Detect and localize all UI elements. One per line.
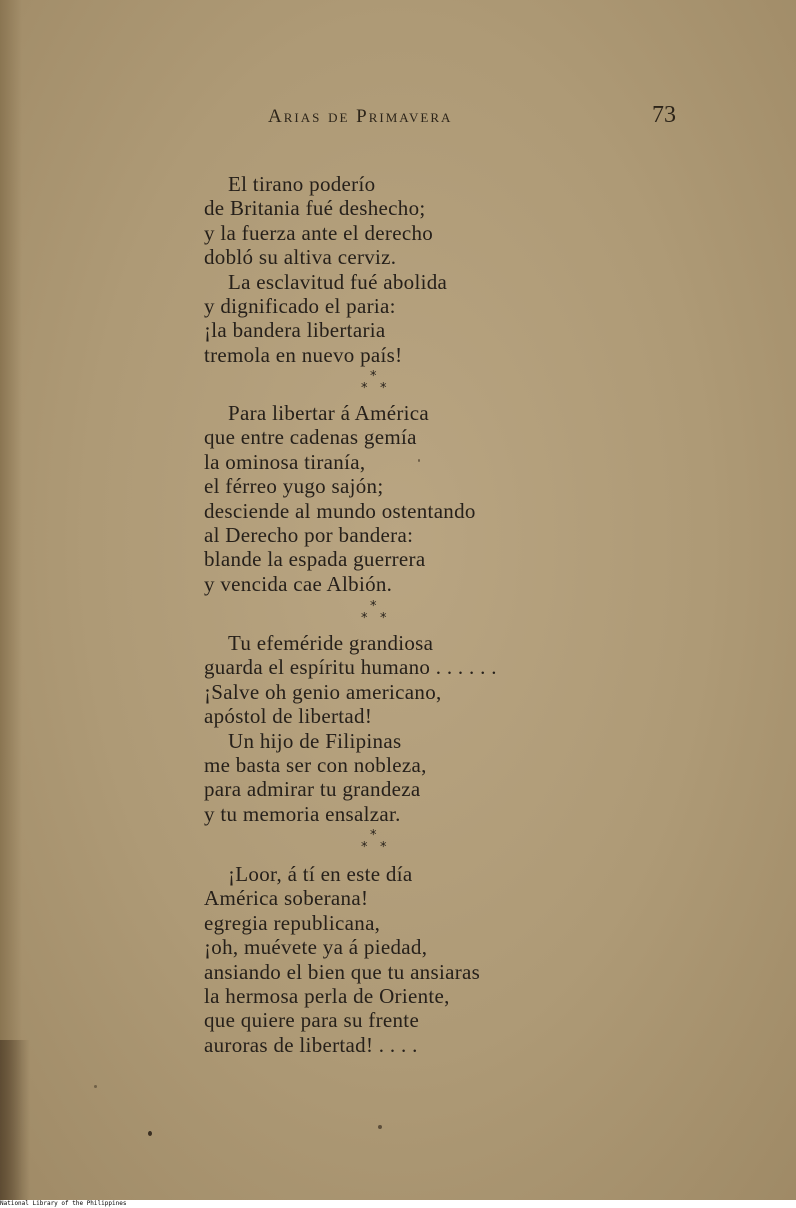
paper-speck [378,1125,382,1129]
verse-line: que entre cadenas gemía [204,425,417,450]
asterisk: * [361,611,368,626]
verse-line: y dignificado el paria: [204,293,396,318]
asterisk: * [380,840,387,855]
page-number: 73 [652,102,676,128]
verse-line: América soberana! [204,886,369,911]
stanza-3 [204,631,497,826]
stanza-1 [204,172,447,367]
verse-line: ansiando el bien que tu ansiaras [204,959,481,984]
verse-line: ¡oh, muévete ya á piedad, [204,935,428,960]
verse-line: al Derecho por bandera: [204,522,414,547]
verse-line: me basta ser con nobleza, [204,752,427,777]
verse-line: y la fuerza ante el derecho [204,220,434,245]
verse-line: la ominosa tiranía, [204,449,366,474]
asterisk: * [370,599,377,614]
verse-line: El tirano poderío [228,172,376,196]
running-head: Arias de Primavera [268,106,453,127]
paper-speck [418,459,420,462]
page-spine-shadow [0,0,22,1200]
asterism-divider [355,599,395,629]
verse-line: ¡la bandera libertaria [204,318,386,343]
verse-line: Un hijo de Filipinas [228,728,402,753]
paper-speck [148,1131,152,1136]
asterism-divider [355,828,395,858]
asterisk: * [380,611,387,626]
verse-line: el férreo yugo sajón; [204,474,384,499]
verse-line: que quiere para su frente [204,1008,420,1033]
verse-line: ¡Salve oh genio americano, [204,679,442,704]
verse-line: dobló su altiva cerviz. [204,245,397,270]
verse-line: La esclavitud fué abolida [228,269,448,294]
paper-speck [94,1085,97,1088]
verse-line: egregia republicana, [204,910,381,935]
verse-line: la hermosa perla de Oriente, [204,983,450,1008]
asterisk: * [361,840,368,855]
stanza-2 [204,401,476,596]
verse-line: guarda el espíritu humano . . . . . . [204,655,497,680]
verse-line: Tu efeméride grandiosa [228,631,434,655]
verse-line: de Britania fué deshecho; [204,196,426,221]
scan-credit-footer: National Library of the Philippines [0,1200,796,1208]
verse-line: tremola en nuevo país! [204,342,403,367]
verse-line: apóstol de libertad! [204,704,373,729]
page-edge-stain [0,1040,30,1200]
verse-line: para admirar tu grandeza [204,777,421,802]
verse-line: y tu memoria ensalzar. [204,801,401,826]
stanza-4 [204,862,480,1057]
verse-line: desciende al mundo ostentando [204,498,476,523]
asterisk: * [380,381,387,396]
verse-line: auroras de libertad! . . . . [204,1032,418,1057]
asterisk: * [370,828,377,843]
asterisk: * [361,381,368,396]
verse-line: y vencida cae Albión. [204,571,393,596]
asterism-divider [355,369,395,399]
asterisk: * [370,369,377,384]
verse-line: Para libertar á América [228,401,430,425]
verse-line: blande la espada guerrera [204,547,426,572]
verse-line: ¡Loor, á tí en este día [228,862,413,886]
